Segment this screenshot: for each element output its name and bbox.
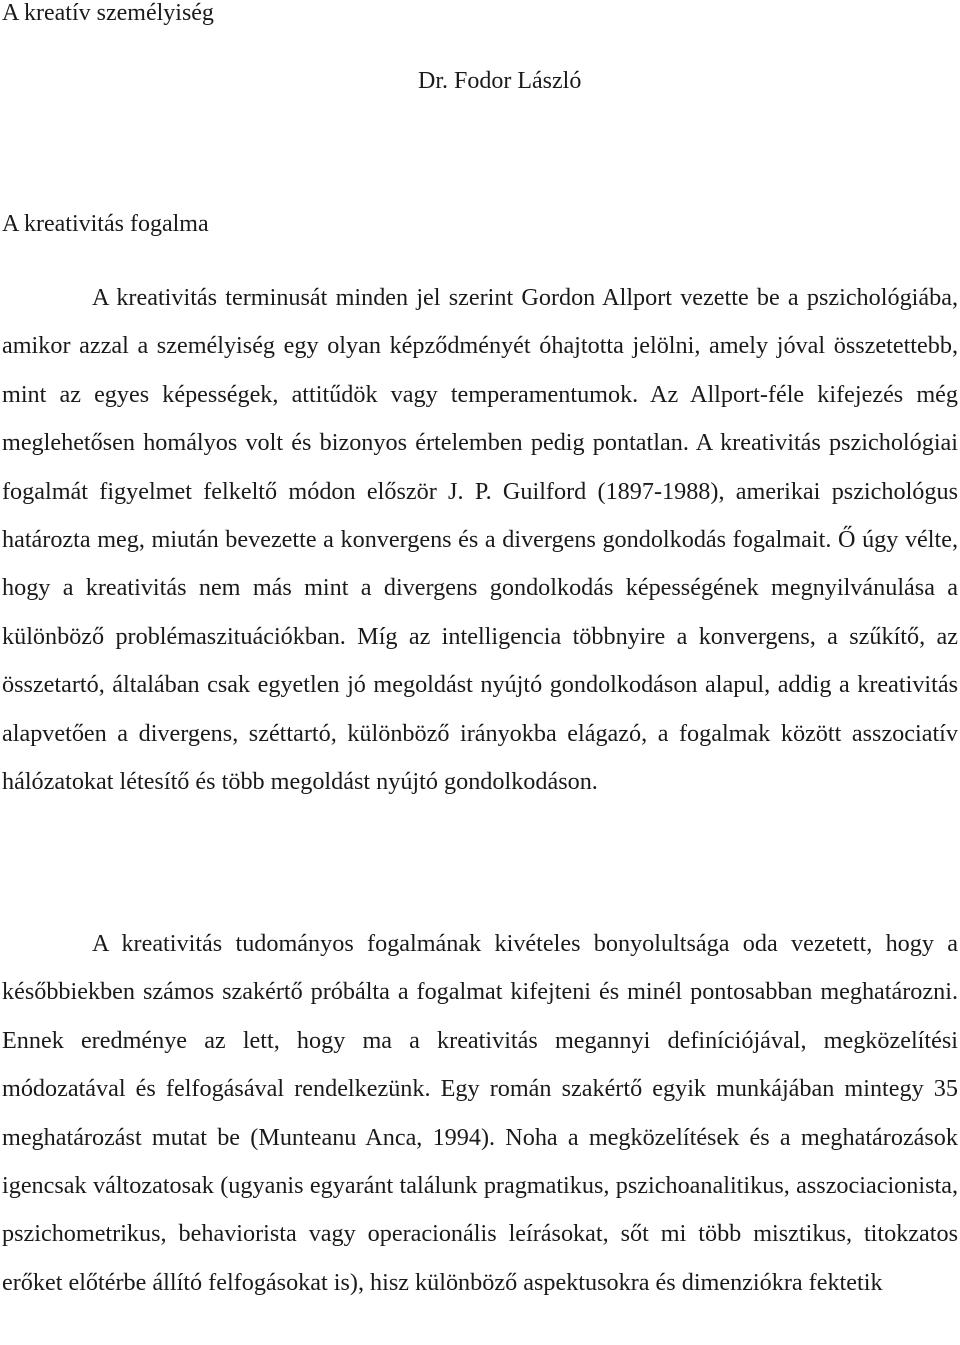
author-name: Dr. Fodor László — [418, 68, 582, 94]
document-title: A kreatív személyiség — [2, 0, 214, 26]
body-paragraph: A kreativitás tudományos fogalmának kivételes bonyolultsága oda vezetett, hogy a későbbiekben számos szakértő próbálta a fogalmat kifejteni és minél pontosabban meghatározni. Ennek eredménye az lett, hogy ma a kreativitás megannyi definíciójával, megközelítési módozatával és felfogásával rendelkezünk. Egy román szakértő egyik munkájában mintegy 35 meghatározást mutat be (Munteanu Anca, 1994). Noha a megközelítések és a meghatározások igencsak változatosak (ugyanis egyaránt találunk pragmatikus, pszichoanalitikus, asszociacionista, pszichometrikus, behaviorista vagy operacionális leírásokat, sőt mi több misztikus, titokzatos erőket előtérbe állító felfogásokat is), hisz különböző aspektusokra és dimenziókra fektetik — [2, 930, 958, 1296]
section-heading: A kreativitás fogalma — [2, 211, 209, 237]
body-paragraph: A kreativitás terminusát minden jel szerint Gordon Allport vezette be a pszichológiába, amikor azzal a személyiség egy olyan képződményét óhajtotta jelölni, amely jóval összetettebb, mint az egyes képességek, attitűdök vagy temperamentumok. Az Allport-féle kifejezés még meglehetősen homályos volt és bizonyos értelemben pedig pontatlan. A kreativitás pszichológiai fogalmát figyelmet felkeltő módon először J. P. Guilford (1897-1988), amerikai pszichológus határozta meg, miután bevezette a konvergens és a divergens gondolkodás fogalmait. Ő úgy vélte, hogy a kreativitás nem más mint a divergens gondolkodás képességének megnyilvánulása a különböző problémaszituációkban. Míg az intelligencia többnyire a konvergens, a szűkítő, az összetartó, általában csak egyetlen jó megoldást nyújtó gondolkodáson alapul, addig a kreativitás alapvetően a divergens, széttartó, különböző irányokba elágazó, a fogalmak között asszociatív hálózatokat létesítő és több megoldást nyújtó gondolkodáson. — [2, 284, 958, 796]
